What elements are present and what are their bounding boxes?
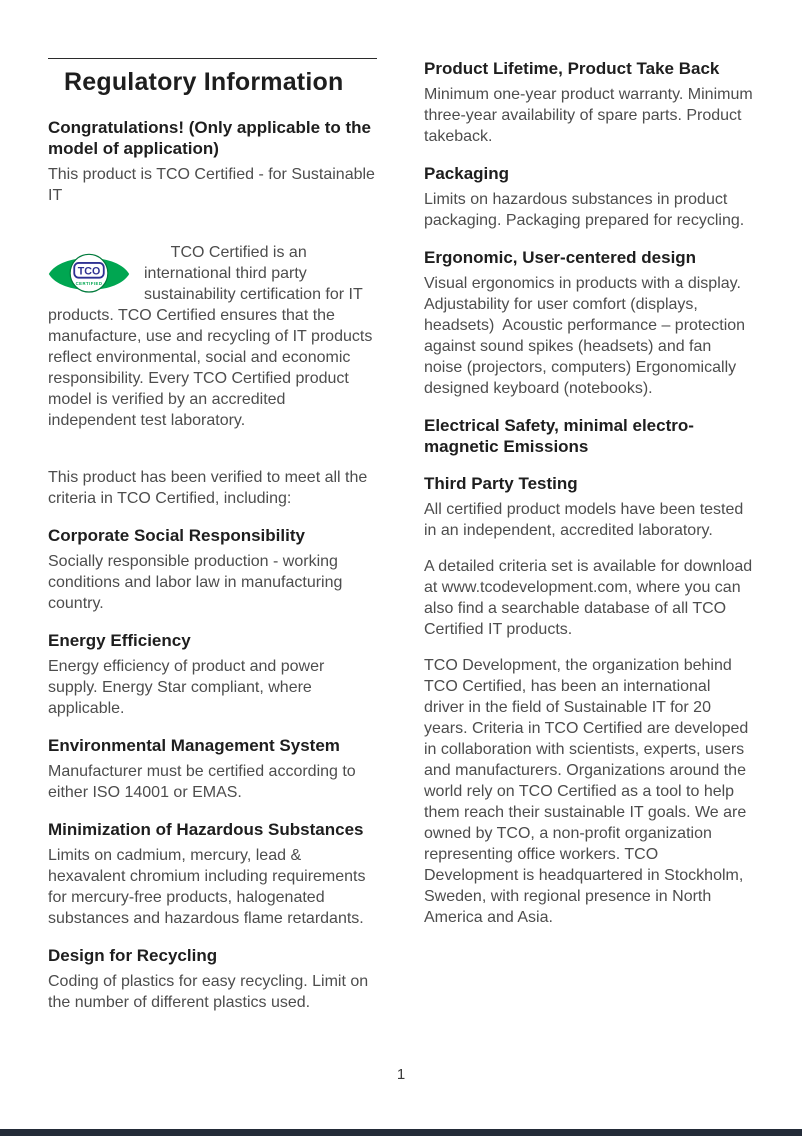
tco-logo-subtext: CERTIFIED [75, 281, 103, 287]
section-heading-product-lifetime: Product Lifetime, Product Take Back [424, 59, 720, 78]
left-column [48, 58, 380, 1028]
section-heading-electrical-safety: Electrical Safety, minimal electro-magnetic Emissions [424, 416, 694, 456]
title-rule [48, 58, 377, 59]
section-body: Minimum one-year product warranty. Minimum three-year availability of spare parts. Product takeback. [424, 86, 758, 145]
section-heading-environmental-management-system: Environmental Management System [48, 736, 340, 755]
page-number: 1 [396, 1066, 406, 1083]
tco-certified-paragraph-text: TCO Certified is an international third party sustainability certification for IT products. TCO Certified ensures that the manufacture, use and recycling of IT products reflect environmental, social and economic responsibility. Every TCO Certified product model is verified by an accredited independent test laboratory. [48, 244, 377, 429]
section-heading-minimization-of-hazardous-substances: Minimization of Hazardous Substances [48, 820, 364, 839]
document-page [48, 58, 758, 1028]
tco-logo-text: TCO [77, 265, 101, 278]
tco-certified-logo-icon [48, 245, 130, 303]
section-heading-third-party-testing: Third Party Testing [424, 474, 578, 493]
tco-certified-paragraph [48, 221, 377, 452]
page-title: Regulatory Information [64, 68, 344, 96]
section-body: All certified product models have been tested in an independent, accredited laboratory. [424, 501, 748, 539]
section-body: Limits on cadmium, mercury, lead & hexavalent chromium including requirements for mercury-free products, halogenated substances and hazardous flame retardants. [48, 847, 370, 927]
section-heading-design-for-recycling: Design for Recycling [48, 946, 218, 965]
section-body: Manufacturer must be certified according to either ISO 14001 or EMAS. [48, 763, 361, 801]
section-heading-ergonomic-design: Ergonomic, User-centered design [424, 248, 697, 267]
section-heading-congratulations: Congratulations! (Only applicable to the model of application) [48, 118, 372, 158]
section-heading-energy-efficiency: Energy Efficiency [48, 631, 191, 650]
section-body: Coding of plastics for easy recycling. Limit on the number of different plastics used. [48, 973, 373, 1011]
section-heading-packaging: Packaging [424, 164, 510, 183]
footer-bar [0, 1129, 802, 1136]
section-heading-corporate-social-responsibility: Corporate Social Responsibility [48, 526, 305, 545]
verified-paragraph: This product has been verified to meet all the criteria in TCO Certified, including: [48, 469, 372, 507]
section-body: Limits on hazardous substances in product packaging. Packaging prepared for recycling. [424, 191, 745, 229]
criteria-download-paragraph: A detailed criteria set is available for download at www.tcodevelopment.com, where you can also find a searchable database of all TCO Certified IT products. [424, 558, 757, 638]
section-body: Energy efficiency of product and power supply. Energy Star compliant, where applicable. [48, 658, 329, 717]
tco-development-paragraph: TCO Development, the organization behind TCO Certified, has been an international driver in the field of Sustainable IT for 20 years. Criteria in TCO Certified are developed in collaboration with scientists, experts, users and manufacturers. Organizations around the world rely on TCO Certified as a tool to help them reach their sustainable IT goals. We are owned by TCO, a non-profit organization representing office workers. TCO Development is headquartered in Stockholm, Sweden, with regional presence in North America and Asia. [424, 657, 753, 926]
section-body: Socially responsible production - working conditions and labor law in manufacturing country. [48, 553, 347, 612]
right-column [424, 58, 758, 943]
intro-paragraph: This product is TCO Certified - for Sustainable IT [48, 166, 380, 204]
section-body: Visual ergonomics in products with a display. Adjustability for user comfort (displays, headsets) Acoustic performance – protection against sound spikes (headsets) and fan noise (projectors, computers) Ergonomically designed keyboard (notebooks). [424, 275, 750, 397]
